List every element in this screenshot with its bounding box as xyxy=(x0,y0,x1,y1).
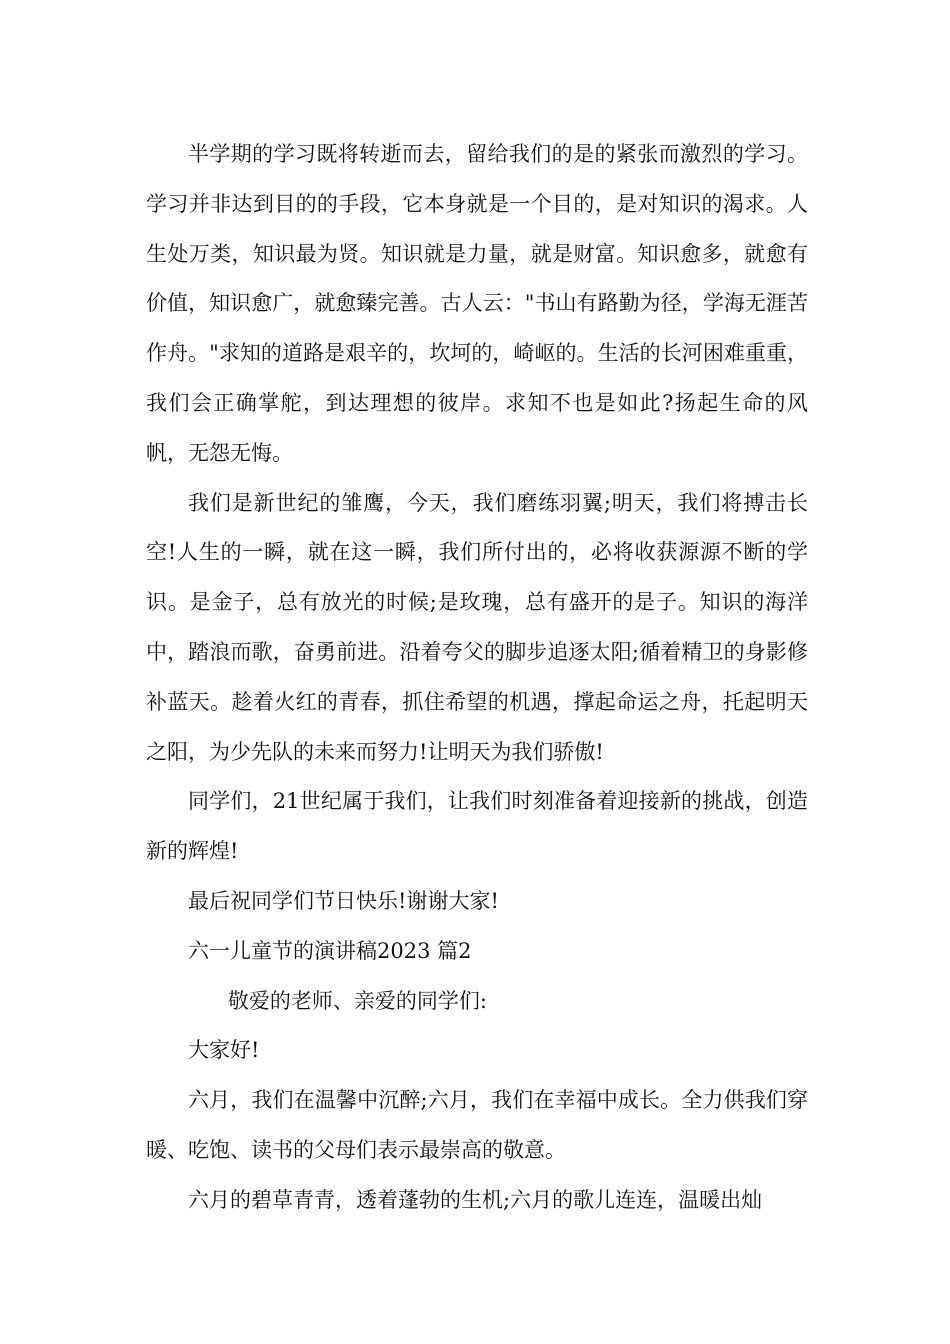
document-body xyxy=(146,130,808,1226)
paragraph-june-1: 六月，我们在温馨中沉醉;六月，我们在幸福中成长。全力供我们穿暖、吃饱、读书的父母们表示最崇高的敬意。 xyxy=(146,1088,808,1162)
paragraph-century: 同学们，21世纪属于我们，让我们时刻准备着迎接新的挑战，创造新的辉煌! xyxy=(146,789,808,864)
section-heading: 六一儿童节的演讲稿2023 篇2 xyxy=(188,938,472,963)
paragraph-study: 半学期的学习既将转逝而去，留给我们的是的紧张而激烈的学习。学习并非达到目的的手段，它本身就是一个目的，是对知识的渴求。人生处万类，知识最为贤。知识就是力量，就是财富。知识愈多，就愈有价值，知识愈广，就愈臻完善。古人云："书山有路勤为径，学海无涯苦作舟。"求知的道路是艰辛的，坎坷的，崎岖的。生活的长河困难重重，我们会正确掌舵，到达理想的彼岸。求知不也是如此?扬起生命的风帆，无怨无悔。 xyxy=(146,142,808,465)
paragraph-eagles: 我们是新世纪的雏鹰，今天，我们磨练羽翼;明天，我们将搏击长空!人生的一瞬，就在这一瞬，我们所付出的，必将收获源源不断的学识。是金子，总有放光的时候;是玫瑰，总有盛开的是子。知识的海洋中，踏浪而歌，奋勇前进。沿着夸父的脚步追逐太阳;循着精卫的身影修补蓝天。趁着火红的青春，抓住希望的机遇，撑起命运之舟，托起明天之阳，为少先队的未来而努力!让明天为我们骄傲! xyxy=(146,490,808,764)
paragraph-closing: 最后祝同学们节日快乐!谢谢大家! xyxy=(188,888,499,913)
greeting: 大家好! xyxy=(188,1038,260,1063)
paragraph-june-2: 六月的碧草青青，透着蓬勃的生机;六月的歌儿连连，温暖出灿 xyxy=(188,1187,763,1212)
salutation: 敬爱的老师、亲爱的同学们: xyxy=(227,988,487,1013)
